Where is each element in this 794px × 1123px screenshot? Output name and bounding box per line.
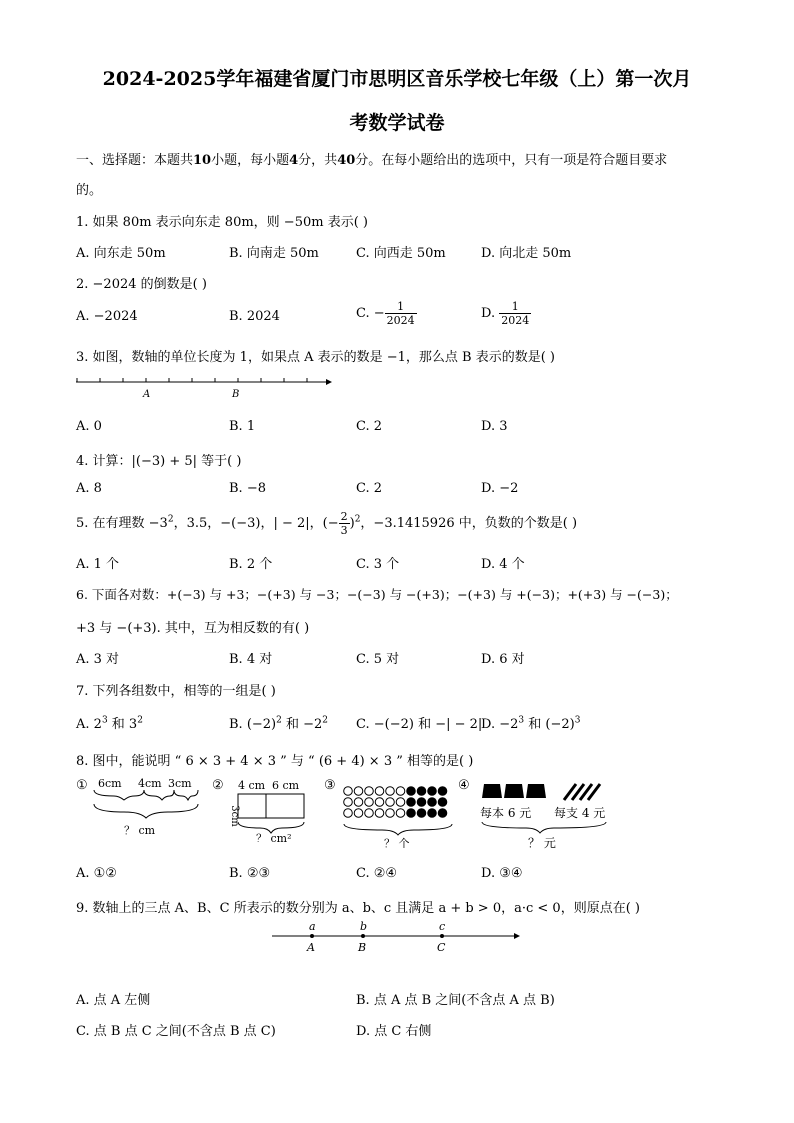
svg-text:6 cm: 6 cm <box>272 779 300 792</box>
svg-text:？ 个: ？ 个 <box>384 837 410 848</box>
q8-figure-1 <box>74 776 200 840</box>
q9-option-c: C. 点 B 点 C 之间(不含点 B 点 C) <box>76 1024 276 1039</box>
q8-figure-4 <box>456 776 622 850</box>
q8-option-b: B. ②③ <box>229 866 271 881</box>
q3-option-b: B. 1 <box>229 419 256 434</box>
q1-option-a: A. 向东走 50m <box>76 246 166 261</box>
q5-stem: 5. 在有理数 $-3^2$，3.5，−(−3)，| − 2|，(− $\frac{2}{3}$ )$^2$，−3.1415926 中，负数的个数是( ) <box>76 510 578 537</box>
q5-option-a: A. 1 个 <box>76 557 120 572</box>
q4-stem: 4. 计算：|(−3) + 5| 等于( ) <box>76 454 242 469</box>
filled-dot <box>428 798 437 807</box>
svg-text:3cm: 3cm <box>168 777 192 790</box>
q5-option-b: B. 2 个 <box>229 557 273 572</box>
q3-label-a: A <box>143 389 151 400</box>
q3-option-c: C. 2 <box>356 419 383 434</box>
svg-text:3cm: 3cm <box>229 805 240 827</box>
svg-text:？ 元: ？ 元 <box>528 836 556 850</box>
q4-option-a: A. 8 <box>76 481 102 496</box>
open-dot <box>365 787 374 796</box>
q2-option-d: D. $\frac{1}{2024}$ <box>481 300 530 327</box>
q3-stem: 3. 如图，数轴的单位长度为 1，如果点 A 表示的数是 −1，那么点 B 表示的数是( ) <box>76 350 555 365</box>
q9-number-line <box>270 918 522 958</box>
open-dot <box>375 798 384 807</box>
filled-dot <box>438 809 447 818</box>
q8-option-c: C. ②④ <box>356 866 398 881</box>
q4-option-c: C. 2 <box>356 481 383 496</box>
open-dot <box>344 809 353 818</box>
q6-option-c: C. 5 对 <box>356 652 400 667</box>
filled-dot <box>417 787 426 796</box>
q7-option-c: C. −(−2) 和 −| − 2| <box>356 717 483 732</box>
q6-option-a: A. 3 对 <box>76 652 120 667</box>
svg-text:？ cm²: ？ cm² <box>256 832 292 842</box>
q6-stem-line-1: 6. 下面各对数：+(−3) 与 +3；−(+3) 与 −3；−(−3) 与 −(+3)；−(+3) 与 +(−3)；+(+3) 与 −(−3)； <box>76 587 678 602</box>
svg-text:B: B <box>358 941 367 954</box>
filled-dot <box>438 787 447 796</box>
filled-dot <box>428 809 437 818</box>
q5-option-d: D. 4 个 <box>481 557 525 572</box>
q3-option-a: A. 0 <box>76 419 102 434</box>
title-line-2: 考数学试卷 <box>349 112 445 134</box>
q6-option-b: B. 4 对 <box>229 652 273 667</box>
open-dot <box>386 787 395 796</box>
open-dot <box>344 798 353 807</box>
open-dot <box>375 809 384 818</box>
q6-stem-line-2: +3 与 −(+3). 其中，互为相反数的有( ) <box>76 621 310 636</box>
q3-label-b: B <box>232 389 240 400</box>
open-dot <box>365 809 374 818</box>
svg-text:A: A <box>307 941 315 954</box>
svg-text:C: C <box>437 941 446 954</box>
q8-option-d: D. ③④ <box>481 866 523 881</box>
q1-stem: 1. 如果 80m 表示向东走 80m，则 −50m 表示( ) <box>76 215 368 230</box>
open-dot <box>344 787 353 796</box>
open-dot <box>354 787 363 796</box>
filled-dot <box>417 809 426 818</box>
q7-option-b: B. $(-2)^2$ 和 $-2^2$ <box>229 715 329 732</box>
svg-text:？ cm: ？ cm <box>124 824 156 837</box>
q8-option-a: A. ①② <box>76 866 117 881</box>
open-dot <box>375 787 384 796</box>
svg-text:④: ④ <box>458 778 470 793</box>
q8-figure-2 <box>210 776 318 842</box>
svg-text:4 cm: 4 cm <box>238 779 266 792</box>
filled-dot <box>407 809 416 818</box>
q7-option-a: A. $2^3$ 和 $3^2$ <box>76 715 143 732</box>
q8-figure-3 <box>322 776 472 848</box>
q5-option-c: C. 3 个 <box>356 557 400 572</box>
open-dot <box>354 809 363 818</box>
svg-text:③: ③ <box>324 778 336 793</box>
open-dot <box>396 809 405 818</box>
q3-number-line <box>74 374 334 404</box>
q2-option-a: A. −2024 <box>76 309 138 324</box>
filled-dot <box>407 787 416 796</box>
title-line-1: 2024-2025学年福建省厦门市思明区音乐学校七年级（上）第一次月 <box>102 68 692 90</box>
open-dot <box>386 798 395 807</box>
q2-option-c: C. − $\frac{1}{2024}$ <box>356 300 415 327</box>
svg-text:6cm: 6cm <box>98 777 122 790</box>
open-dot <box>365 798 374 807</box>
filled-dot <box>417 798 426 807</box>
svg-text:①: ① <box>76 778 88 793</box>
filled-dot <box>407 798 416 807</box>
svg-text:c: c <box>439 920 446 933</box>
q1-option-b: B. 向南走 50m <box>229 246 319 261</box>
q9-stem: 9. 数轴上的三点 A、B、C 所表示的数分别为 a、b、c 且满足 a + b > 0，a·c < 0，则原点在( ) <box>76 901 640 916</box>
filled-dot <box>438 798 447 807</box>
q9-option-a: A. 点 A 左侧 <box>76 993 151 1008</box>
open-dot <box>354 798 363 807</box>
q3-option-d: D. 3 <box>481 419 508 434</box>
q4-option-d: D. −2 <box>481 481 519 496</box>
q2-option-b: B. 2024 <box>229 309 280 324</box>
q9-option-b: B. 点 A 点 B 之间(不含点 A 点 B) <box>356 993 555 1008</box>
svg-text:每本 6 元: 每本 6 元 <box>480 806 532 820</box>
section-heading: 一、选择题：本题共10小题，每小题4分，共40分。在每小题给出的选项中，只有一项是符合题目要求 <box>76 153 668 168</box>
open-dot <box>396 787 405 796</box>
q6-option-d: D. 6 对 <box>481 652 525 667</box>
q1-option-c: C. 向西走 50m <box>356 246 446 261</box>
svg-text:②: ② <box>212 778 224 793</box>
open-dot <box>396 798 405 807</box>
filled-dot <box>428 787 437 796</box>
open-dot <box>386 809 395 818</box>
svg-text:每支 4 元: 每支 4 元 <box>554 806 606 820</box>
q7-option-d: D. $-2^3$ 和 $(-2)^3$ <box>481 715 581 732</box>
q1-option-d: D. 向北走 50m <box>481 246 572 261</box>
q7-stem: 7. 下列各组数中，相等的一组是( ) <box>76 684 276 699</box>
section-heading-cont: 的。 <box>76 183 103 198</box>
q2-stem: 2. −2024 的倒数是( ) <box>76 277 207 292</box>
q8-stem: 8. 图中，能说明 “ 6 × 3 + 4 × 3 ” 与 “ (6 + 4) × 3 ” 相等的是( ) <box>76 754 474 769</box>
svg-text:b: b <box>360 920 368 933</box>
svg-text:a: a <box>309 920 316 933</box>
q4-option-b: B. −8 <box>229 481 266 496</box>
svg-text:4cm: 4cm <box>138 777 162 790</box>
q9-option-d: D. 点 C 右侧 <box>356 1024 432 1039</box>
